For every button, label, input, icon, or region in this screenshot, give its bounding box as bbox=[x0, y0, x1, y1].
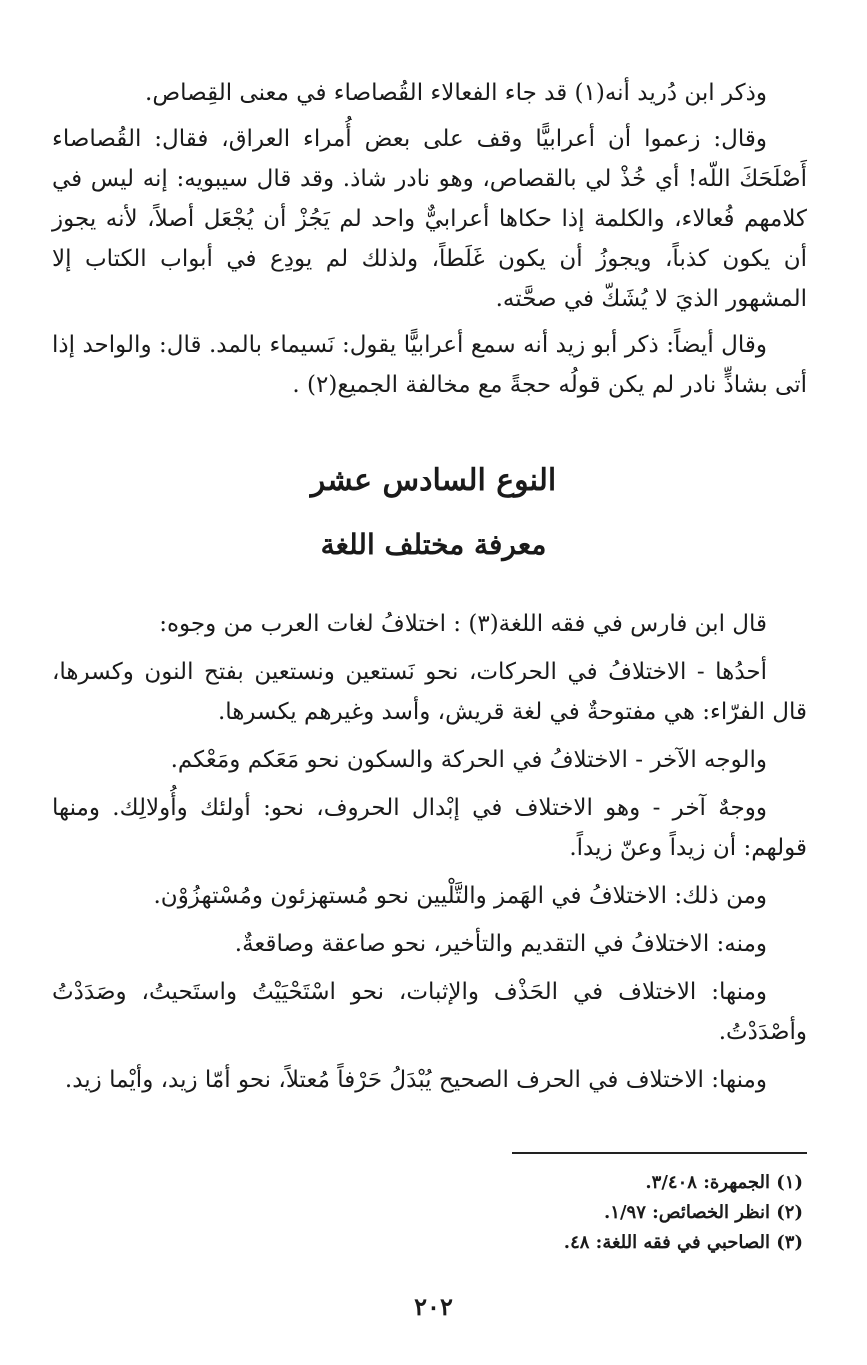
paragraph-first-aspect: أحدُها - الاختلافُ في الحركات، نحو نَستعين ونستعين بفتح النون وكسرها، قال الفرّاء: هي مفتوحةٌ في لغة قريش، وأسد وغيرهم يكسرها. bbox=[52, 659, 807, 725]
paragraph-abu-zayd: وقال أيضاً: ذكر أبو زيد أنه سمع أعرابيًّا يقول: نَسيماء بالمد. قال: والواحد إذا أتى بشاذٍّ نادر لم يكن قولُه حجةً مع مخالفة الجميع(٢) . bbox=[52, 332, 807, 398]
main-text-block bbox=[52, 604, 807, 1100]
paragraph-letter-substitution: ووجهٌ آخر - وهو الاختلاف في إبْدال الحروف، نحو: أولئك وأُولالِك. ومنها قولهم: أن زيداً وعنّ زيداً. bbox=[52, 795, 807, 861]
paragraph-ibn-durayd: وذكر ابن دُريد أنه(١) قد جاء الفعالاء القُصاصاء في معنى القِصاص. bbox=[145, 80, 767, 106]
paragraph-hamz: ومن ذلك: الاختلافُ في الهَمز والتَّلْيين نحو مُستهزئون ومُسْتهزُوْن. bbox=[153, 883, 767, 909]
continued-text-block bbox=[52, 73, 807, 405]
section-type-heading: النوع السادس عشر bbox=[310, 463, 557, 498]
footnote-3: (٣) الصاحبي في فقه اللغة: ٤٨. bbox=[563, 1232, 803, 1253]
paragraph-bedouin-anecdote: وقال: زعموا أن أعرابيًّا وقف على بعض أُمراء العراق، فقال: القُصاصاء أَصْلَحَكَ اللّه! أي خُذْ لي بالقصاص، وهو نادر شاذ. وقد قال سيبويه: إنه ليس في كلامهم فُعالاء، والكلمة إذا حكاها أعرابيٌّ واحد لم يَجُزْ أن يُجْعَل أصلاً، لأنه يجوز أن يكون كذباً، ويجوزُ أن يكون غَلَطاً، ولذلك لم يودِع في أبواب الكتاب إلا المشهور الذيَ لا يُشَكّ في صحَّته. bbox=[52, 126, 807, 312]
paragraph-second-aspect: والوجه الآخر - الاختلافُ في الحركة والسكون نحو مَعَكم ومَعْكم. bbox=[170, 747, 767, 773]
footnotes bbox=[203, 1168, 803, 1258]
footnote-2: (٢) انظر الخصائص: ١/٩٧. bbox=[604, 1202, 803, 1223]
footnote-separator bbox=[512, 1152, 807, 1154]
page-number: ٢٠٢ bbox=[414, 1292, 453, 1321]
section-topic-heading: معرفة مختلف اللغة bbox=[320, 528, 547, 561]
paragraph-deletion: ومنها: الاختلاف في الحَذْف والإثبات، نحو اسْتَحْيَيْتُ واستَحيتُ، وصَدَدْتُ وأصْدَدْتُ. bbox=[52, 979, 807, 1045]
paragraph-intro: قال ابن فارس في فقه اللغة(٣) : اختلافُ لغات العرب من وجوه: bbox=[159, 611, 767, 637]
footnote-1: (١) الجمهرة: ٣/٤٠٨. bbox=[645, 1172, 803, 1193]
paragraph-order: ومنه: الاختلافُ في التقديم والتأخير، نحو صاعقة وصاقعةٌ. bbox=[234, 931, 767, 957]
paragraph-weak-letter: ومنها: الاختلاف في الحرف الصحيح يُبْدَلُ حَرْفاً مُعتلاً، نحو أمّا زيد، وأيْما زيد. bbox=[64, 1067, 767, 1093]
